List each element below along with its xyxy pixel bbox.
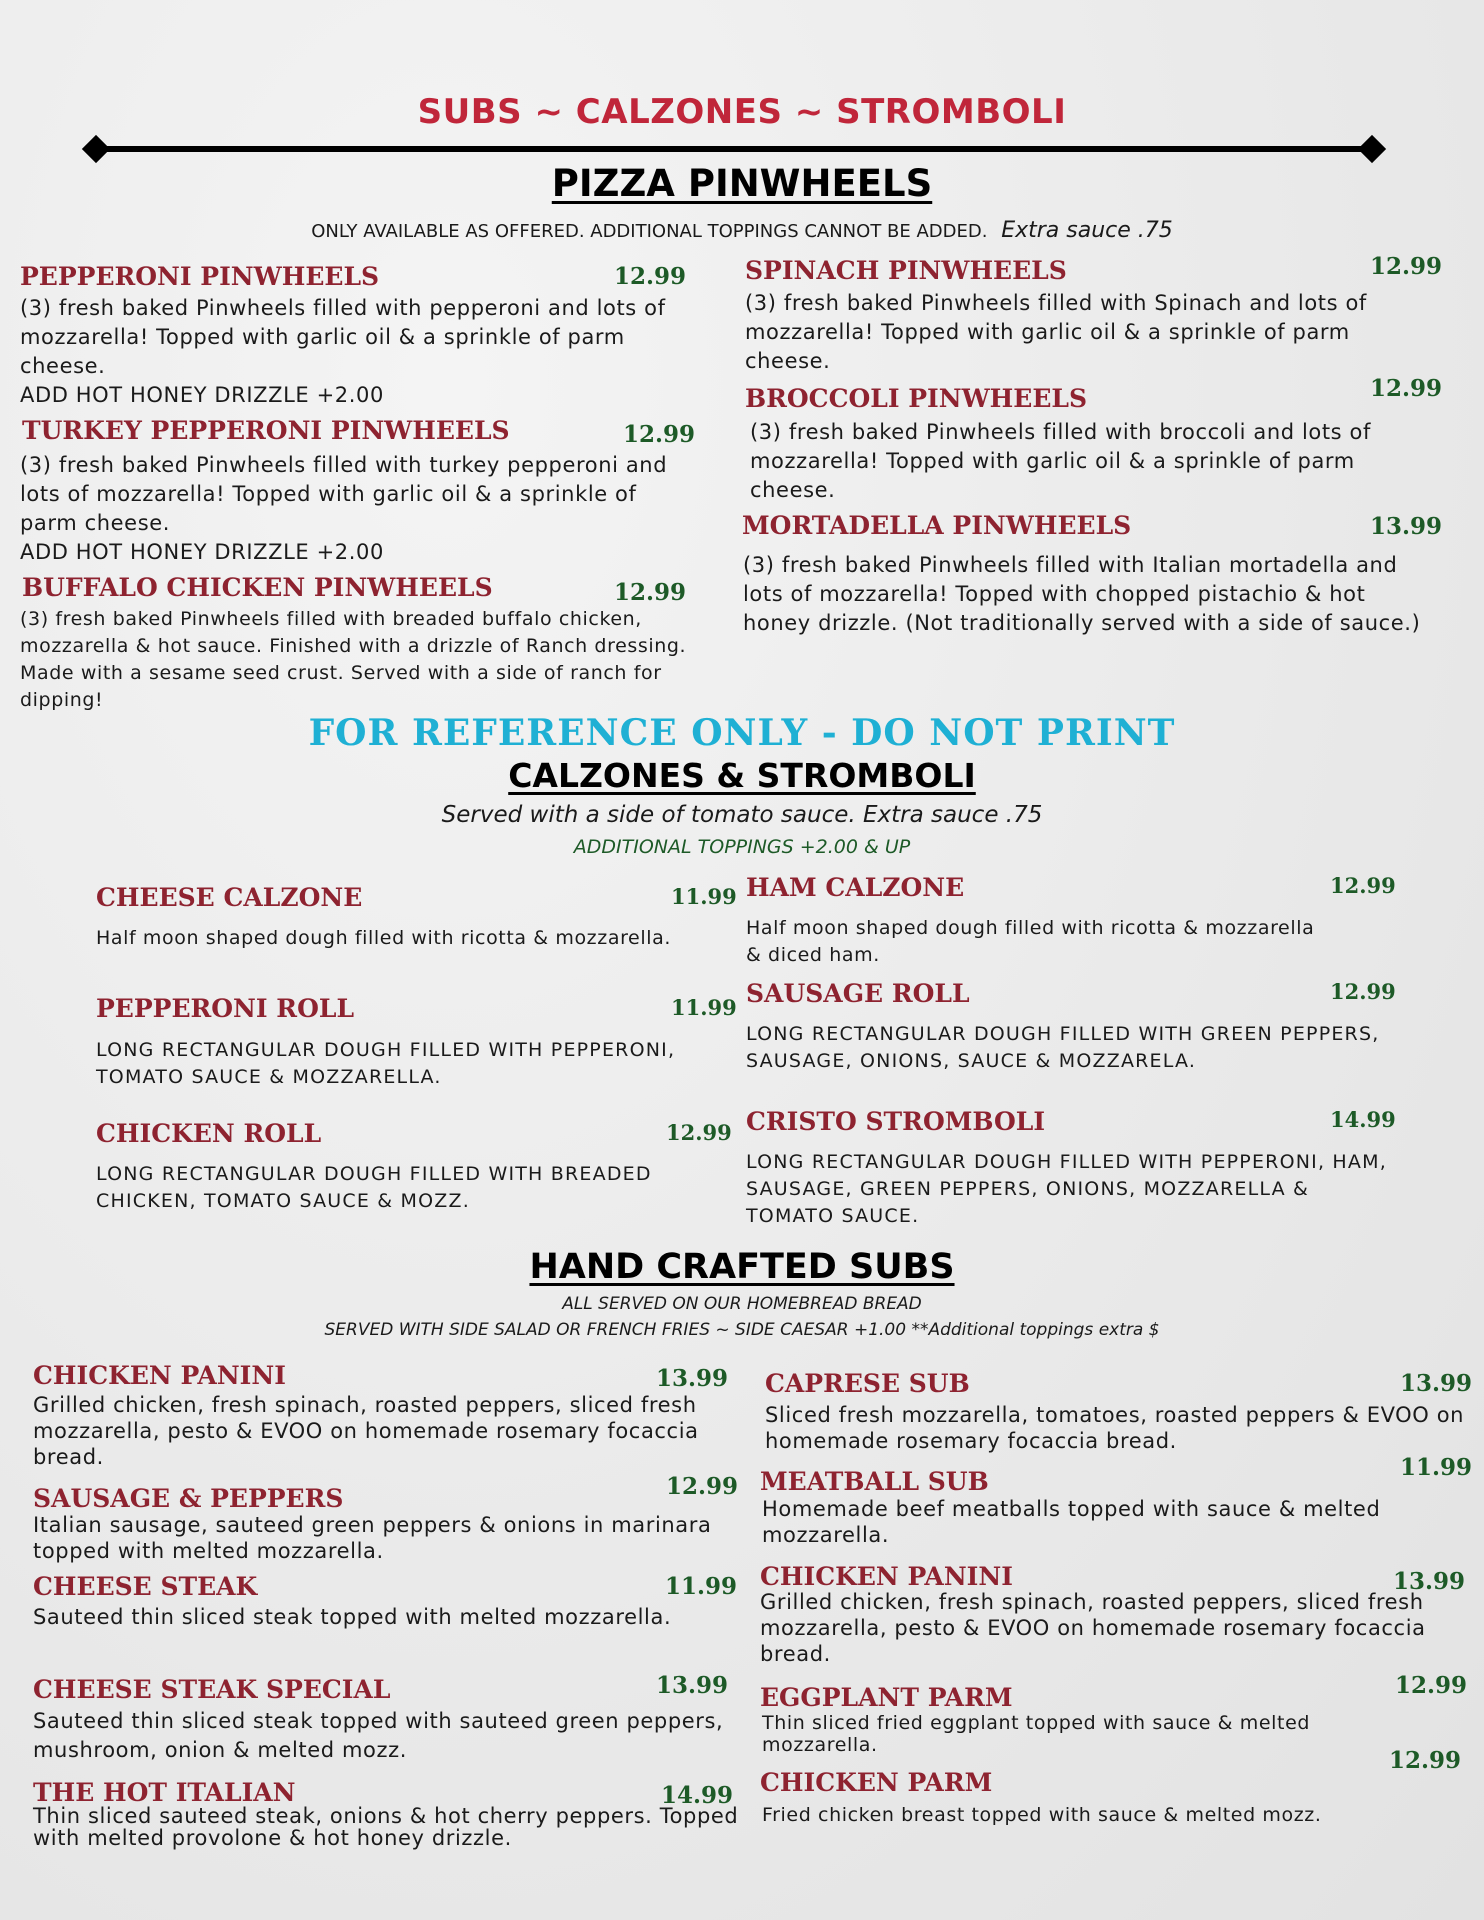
item-price: 12.99	[1330, 979, 1396, 1004]
pinwheels-title: PIZZA PINWHEELS	[551, 162, 933, 205]
item-description: Half moon shaped dough filled with ricotta & mozzarella & diced ham.	[746, 917, 1315, 966]
item-name: THE HOT ITALIAN	[33, 1778, 296, 1807]
reference-watermark: FOR REFERENCE ONLY - DO NOT PRINT	[308, 712, 1176, 754]
item-description: Sauteed thin sliced steak topped with melted mozzarella.	[33, 1605, 672, 1629]
item-price: 12.99	[614, 579, 687, 606]
pinwheels-note-line	[0, 218, 1484, 243]
item-name: CHICKEN PANINI	[760, 1562, 1013, 1591]
item-name: SAUSAGE & PEPPERS	[33, 1484, 344, 1513]
item-price: 11.99	[1400, 1454, 1473, 1481]
item-name: BROCCOLI PINWHEELS	[745, 384, 1088, 413]
item-description: Homemade beef meatballs topped with sauce & melted mozzarella.	[762, 1497, 1381, 1547]
item-name: BUFFALO CHICKEN PINWHEELS	[22, 573, 493, 602]
item-description: LONG RECTANGULAR DOUGH FILLED WITH PEPPERONI, HAM, SAUSAGE, GREEN PEPPERS, ONIONS, MOZZARELLA & TOMATO SAUCE.	[746, 1151, 1387, 1227]
item-name: TURKEY PEPPERONI PINWHEELS	[22, 416, 510, 445]
item-price: 13.99	[1393, 1568, 1466, 1595]
calzones-toppings: ADDITIONAL TOPPINGS +2.00 & UP	[573, 836, 911, 858]
item-name: HAM CALZONE	[746, 873, 965, 902]
item-price: 13.99	[656, 1365, 729, 1392]
divider-diamond-right	[1358, 135, 1386, 163]
item-price: 11.99	[671, 995, 737, 1020]
item-description: LONG RECTANGULAR DOUGH FILLED WITH BREADED CHICKEN, TOMATO SAUCE & MOZZ.	[96, 1163, 652, 1212]
calzones-note: Served with a side of tomato sauce. Extra sauce .75	[441, 802, 1043, 828]
item-addon: ADD HOT HONEY DRIZZLE +2.00	[20, 383, 384, 407]
item-price: 14.99	[1330, 1107, 1396, 1132]
item-name: CHICKEN PARM	[760, 1768, 993, 1797]
item-price: 13.99	[1400, 1370, 1473, 1397]
item-name: PEPPERONI PINWHEELS	[20, 262, 380, 291]
item-addon: ADD HOT HONEY DRIZZLE +2.00	[20, 540, 384, 564]
item-price: 11.99	[665, 1573, 738, 1600]
page-title: SUBS ~ CALZONES ~ STROMBOLI	[417, 92, 1067, 132]
item-description: Italian sausage, sauteed green peppers & onions in marinara topped with melted mozzarella.	[33, 1513, 712, 1563]
item-description: LONG RECTANGULAR DOUGH FILLED WITH GREEN PEPPERS, SAUSAGE, ONIONS, SAUCE & MOZZARELA.	[746, 1023, 1380, 1072]
item-description: Sliced fresh mozzarella, tomatoes, roasted peppers & EVOO on homemade rosemary focaccia bread.	[765, 1403, 1465, 1453]
pinwheels-extra: Extra sauce .75	[1001, 218, 1173, 243]
item-description: Sauteed thin sliced steak topped with sauteed green peppers, mushroom, onion & melted mozz.	[33, 1709, 724, 1762]
item-price: 12.99	[1370, 375, 1443, 402]
item-name: CHEESE STEAK SPECIAL	[33, 1675, 391, 1704]
item-price: 13.99	[656, 1672, 729, 1699]
item-description: (3) fresh baked Pinwheels filled with pepperoni and lots of mozzarella! Topped with garlic oil & a sprinkle of parm cheese.	[20, 296, 666, 378]
item-price: 12.99	[666, 1473, 739, 1500]
item-description: (3) fresh baked Pinwheels filled with Italian mortadella and lots of mozzarella! Topped with chopped pistachio & hot honey drizzle. (Not traditionally served with a side of sauce.)	[743, 553, 1421, 635]
item-price: 13.99	[1370, 513, 1443, 540]
item-price: 12.99	[1330, 873, 1396, 898]
item-price: 14.99	[661, 1782, 734, 1809]
item-description: Thin sliced fried eggplant topped with sauce & melted mozzarella.	[762, 1712, 1311, 1756]
item-name: PEPPERONI ROLL	[96, 994, 355, 1023]
item-description: LONG RECTANGULAR DOUGH FILLED WITH PEPPERONI, TOMATO SAUCE & MOZZARELLA.	[96, 1039, 676, 1088]
item-name: CHICKEN PANINI	[33, 1361, 286, 1390]
item-name: EGGPLANT PARM	[760, 1683, 1013, 1712]
item-name: CAPRESE SUB	[765, 1369, 970, 1398]
calzones-title: CALZONES & STROMBOLI	[508, 756, 976, 795]
item-description: (3) fresh baked Pinwheels filled with breaded buffalo chicken, mozzarella & hot sauce. Finished with a drizzle of Ranch dressing. Made with a sesame seed crust. Served with a side of ranch for dipping!	[20, 608, 687, 711]
item-description: Fried chicken breast topped with sauce & melted mozz.	[762, 1804, 1322, 1826]
item-name: SPINACH PINWHEELS	[745, 256, 1067, 285]
item-name: MORTADELLA PINWHEELS	[742, 511, 1132, 540]
pinwheels-note: ONLY AVAILABLE AS OFFERED. ADDITIONAL TOPPINGS CANNOT BE ADDED.	[311, 221, 988, 242]
item-description: (3) fresh baked Pinwheels filled with broccoli and lots of mozzarella! Topped with garlic oil & a sprinkle of parm cheese.	[750, 420, 1371, 502]
item-name: CHEESE STEAK	[33, 1572, 258, 1601]
item-name: CHEESE CALZONE	[96, 883, 363, 912]
item-name: CRISTO STROMBOLI	[746, 1107, 1046, 1136]
subs-note-sides: SERVED WITH SIDE SALAD OR FRENCH FRIES ~ SIDE CAESAR +1.00 **Additional toppings extra $	[324, 1320, 1160, 1340]
divider-diamond-left	[82, 135, 110, 163]
item-name: SAUSAGE ROLL	[746, 979, 970, 1008]
item-price: 12.99	[1395, 1672, 1468, 1699]
item-name: CHICKEN ROLL	[96, 1119, 322, 1148]
header-divider	[94, 146, 1382, 152]
item-description: Thin sliced sauteed steak, onions & hot cherry peppers. Topped with melted provolone & hot honey drizzle.	[33, 1804, 739, 1850]
subs-note-bread: ALL SERVED ON OUR HOMEBREAD BREAD	[562, 1294, 922, 1314]
item-description: (3) fresh baked Pinwheels filled with turkey pepperoni and lots of mozzarella! Topped with garlic oil & a sprinkle of parm cheese.	[20, 453, 668, 535]
item-price: 12.99	[623, 421, 696, 448]
item-price: 11.99	[671, 884, 737, 909]
item-price: 12.99	[1389, 1747, 1462, 1774]
item-description: Grilled chicken, fresh spinach, roasted peppers, sliced fresh mozzarella, pesto & EVOO on homemade rosemary focaccia bread.	[760, 1590, 1426, 1666]
item-description: Half moon shaped dough filled with ricotta & mozzarella.	[96, 927, 671, 949]
item-name: MEATBALL SUB	[760, 1467, 989, 1496]
item-description: Grilled chicken, fresh spinach, roasted peppers, sliced fresh mozzarella, pesto & EVOO on homemade rosemary focaccia bread.	[33, 1393, 699, 1469]
item-price: 12.99	[666, 1120, 732, 1145]
subs-title: HAND CRAFTED SUBS	[529, 1247, 955, 1287]
item-description: (3) fresh baked Pinwheels filled with Spinach and lots of mozzarella! Topped with garlic oil & a sprinkle of parm cheese.	[745, 291, 1367, 373]
item-price: 12.99	[614, 263, 687, 290]
item-price: 12.99	[1370, 253, 1443, 280]
